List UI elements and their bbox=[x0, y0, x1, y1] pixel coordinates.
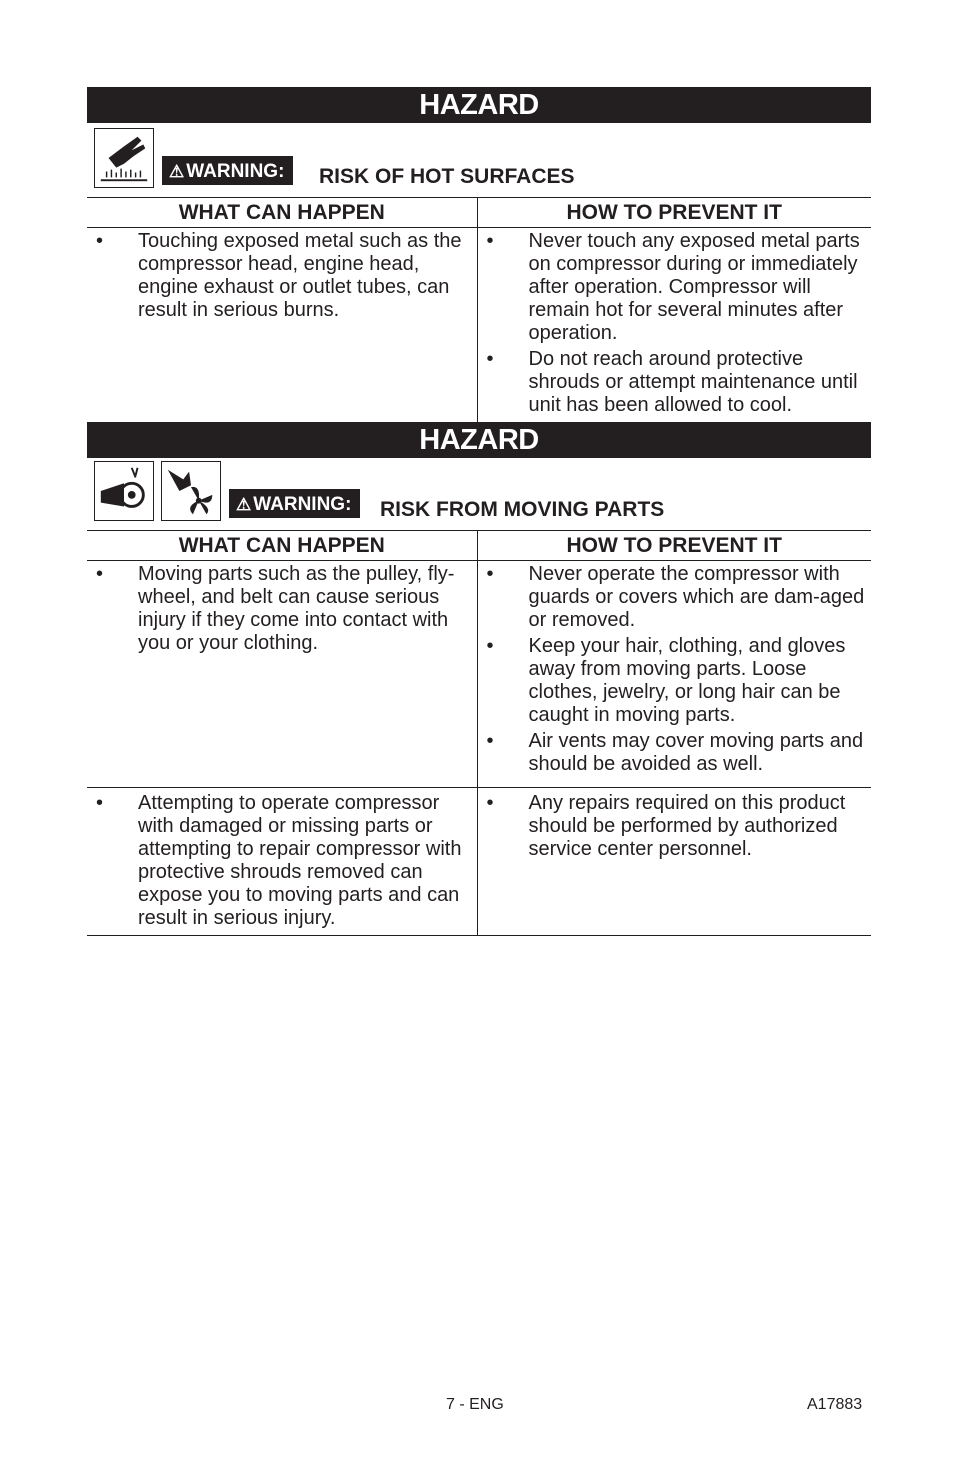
warning-badge bbox=[162, 156, 293, 185]
list-item: • Touching exposed metal such as the compressor head, engine head, engine exhaust or outlet tubes, can result in serious burns. bbox=[96, 230, 462, 321]
what-can-happen-cell bbox=[87, 228, 477, 423]
list-item: • Any repairs required on this product should be performed by authorized service center personnel. bbox=[486, 792, 846, 860]
column-header-how-to-prevent: HOW TO PREVENT IT bbox=[477, 198, 871, 228]
document-code: A17883 bbox=[807, 1396, 863, 1413]
warning-header-hot-surfaces bbox=[87, 123, 871, 198]
warning-header-moving-parts bbox=[87, 458, 871, 531]
hazard-table-hot-surfaces bbox=[87, 198, 871, 422]
manual-page bbox=[87, 87, 871, 936]
list-item: • Keep your hair, clothing, and gloves away from moving parts. Loose clothes, jewelry, or long hair can be caught in moving parts. bbox=[486, 635, 846, 726]
list-item: • Do not reach around protective shrouds or attempt maintenance until unit has been allowed to cool. bbox=[486, 348, 858, 416]
how-to-prevent-cell bbox=[477, 561, 871, 788]
hazard-banner: HAZARD bbox=[87, 422, 871, 458]
warning-triangle-icon: ⚠ bbox=[169, 162, 185, 181]
warning-triangle-icon: ⚠ bbox=[236, 495, 252, 514]
how-to-prevent-cell bbox=[477, 788, 871, 936]
what-can-happen-cell bbox=[87, 788, 477, 936]
pulley-entanglement-icon bbox=[94, 461, 154, 521]
column-header-what-can-happen: WHAT CAN HAPPEN bbox=[87, 198, 477, 228]
list-item: • Never operate the compressor with guards or covers which are dam-aged or removed. bbox=[486, 563, 865, 631]
what-can-happen-cell bbox=[87, 561, 477, 788]
how-to-prevent-cell bbox=[477, 228, 871, 423]
list-item: • Air vents may cover moving parts and should be avoided as well. bbox=[486, 730, 864, 775]
column-header-how-to-prevent: HOW TO PREVENT IT bbox=[477, 531, 871, 561]
list-item: • Never touch any exposed metal parts on compressor during or immediately after operation. Compressor will remain hot for several minutes after operation. bbox=[486, 230, 860, 344]
page-number: 7 - ENG bbox=[446, 1396, 504, 1413]
risk-title: RISK FROM MOVING PARTS bbox=[380, 498, 665, 521]
hot-surface-hand-icon bbox=[94, 128, 154, 188]
warning-label: WARNING: bbox=[253, 494, 352, 515]
list-item: • Moving parts such as the pulley, fly-wheel, and belt can cause serious injury if they come into contact with you or your clothing. bbox=[96, 563, 455, 654]
column-header-what-can-happen: WHAT CAN HAPPEN bbox=[87, 531, 477, 561]
risk-title: RISK OF HOT SURFACES bbox=[319, 165, 575, 188]
hazard-table-moving-parts bbox=[87, 531, 871, 936]
list-item: • Attempting to operate compressor with damaged or missing parts or attempting to repair compressor with protective shrouds removed can expose you to moving parts and can result in serious injury. bbox=[96, 792, 462, 929]
hazard-banner: HAZARD bbox=[87, 87, 871, 123]
warning-badge bbox=[229, 489, 360, 518]
warning-label: WARNING: bbox=[186, 161, 285, 182]
fan-blade-hand-icon bbox=[161, 461, 221, 521]
